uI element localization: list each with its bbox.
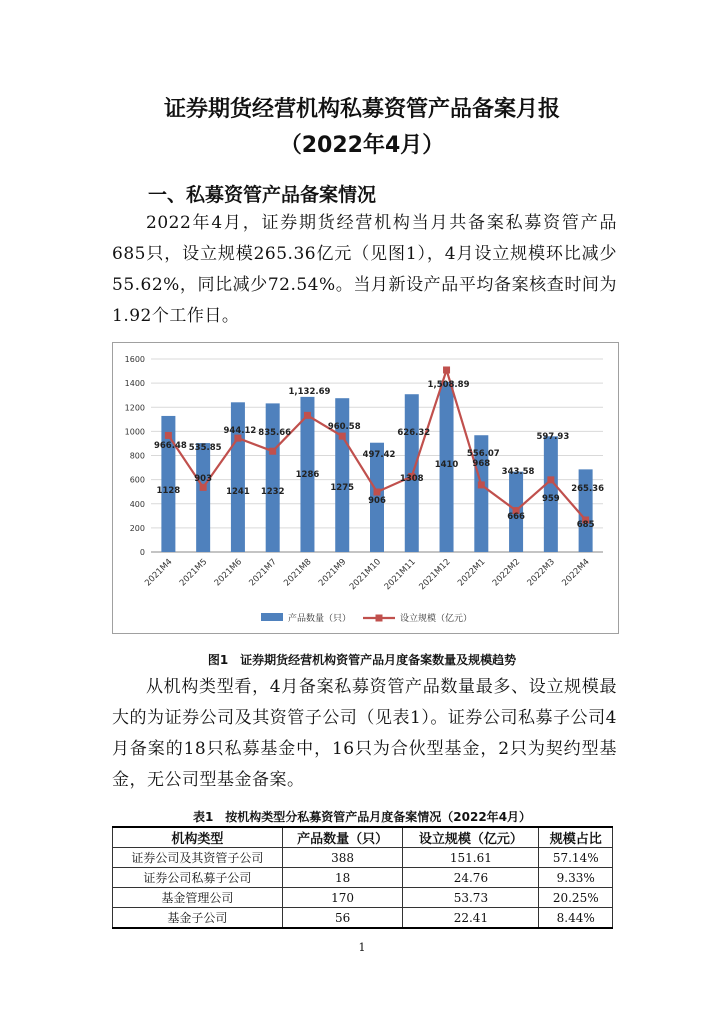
cell-share: 57.14% — [539, 848, 613, 868]
line-data-label: 944.12 — [223, 426, 257, 436]
table-caption: 表1 按机构类型分私募资管产品月度备案情况（2022年4月） — [192, 810, 532, 824]
figure-caption: 图1 证券期货经营机构资管产品月度备案数量及规模趋势 — [207, 653, 517, 667]
bar-data-label: 906 — [368, 496, 386, 506]
monthly-filing-chart — [113, 343, 618, 633]
line-point-scale — [269, 448, 276, 455]
line-data-label: 556.07 — [466, 449, 500, 459]
cell-share: 8.44% — [539, 908, 613, 929]
bar-product-count — [266, 403, 280, 552]
line-data-label: 535.85 — [188, 443, 222, 453]
bar-data-label: 1286 — [295, 470, 320, 480]
cell-share: 20.25% — [539, 888, 613, 908]
line-data-label: 960.58 — [327, 422, 361, 432]
legend-swatch-bar — [261, 613, 283, 621]
chart-frame — [112, 342, 619, 634]
paragraph-1: 2022年4月，证券期货经营机构当月共备案私募资管产品685只，设立规模265.36亿元（见图1），4月设立规模环比减少55.62%，同比减少72.54%。当月新设产品平均备案核查时间为1.92个工作日。 — [112, 213, 617, 326]
x-tick-label: 2021M5 — [177, 557, 210, 589]
bar-data-label: 1410 — [434, 460, 459, 470]
line-data-label: 1,132.69 — [288, 387, 331, 397]
line-point-scale — [374, 488, 381, 495]
line-data-label: 966.48 — [153, 441, 187, 451]
paragraph-2: 从机构类型看，4月备案私募资管产品数量最多、设立规模最大的为证券公司及其资管子公司（见表1）。证券公司私募子公司4月备案的18只私募基金中，16只为合伙型基金，2只为契约型基金，无公司型基金备案。 — [112, 677, 617, 790]
line-point-scale — [304, 412, 311, 419]
header-institution-type: 机构类型 — [113, 827, 283, 848]
doc-title-line2: （2022年4月） — [279, 133, 445, 158]
x-tick-label: 2021M4 — [143, 557, 175, 589]
header-scale: 设立规模（亿元） — [403, 827, 539, 848]
y-tick-label: 800 — [129, 451, 145, 461]
x-tick-label: 2022M3 — [525, 557, 557, 589]
bar-data-label: 685 — [576, 520, 595, 530]
x-tick-label: 2021M7 — [247, 557, 279, 589]
y-tick-label: 1000 — [124, 427, 145, 437]
line-data-label: 343.58 — [501, 467, 535, 477]
x-tick-label: 2021M9 — [316, 557, 349, 589]
table-row — [113, 848, 613, 868]
cell-institution-type: 基金管理公司 — [113, 888, 283, 908]
bar-data-label: 1275 — [330, 483, 355, 493]
cell-institution-type: 证券公司私募子公司 — [113, 868, 283, 888]
bar-data-label: 968 — [472, 459, 491, 469]
y-tick-label: 1400 — [124, 379, 145, 389]
cell-share: 9.33% — [539, 868, 613, 888]
y-tick-label: 400 — [129, 499, 145, 509]
line-point-scale — [200, 484, 207, 491]
line-point-scale — [478, 481, 485, 488]
legend-label-bar: 产品数量（只） — [288, 614, 352, 624]
cell-scale: 22.41 — [403, 908, 539, 929]
x-tick-label: 2021M12 — [417, 557, 453, 593]
y-tick-label: 1200 — [124, 403, 145, 413]
x-tick-label: 2022M1 — [456, 557, 488, 589]
line-data-label: 265.36 — [571, 484, 605, 494]
line-data-label: 835.66 — [258, 428, 292, 438]
section-heading: 一、私募资管产品备案情况 — [148, 184, 377, 206]
bar-data-label: 959 — [541, 494, 560, 504]
table-header-row — [113, 827, 613, 848]
line-data-label: 626.32 — [397, 428, 431, 438]
x-tick-label: 2022M4 — [560, 557, 592, 589]
header-share: 规模占比 — [539, 827, 613, 848]
line-data-label: 1,508.89 — [427, 380, 470, 390]
line-point-scale — [339, 433, 346, 440]
header-product-count: 产品数量（只） — [282, 827, 402, 848]
y-tick-label: 600 — [129, 475, 145, 485]
page-number: 1 — [358, 941, 366, 954]
cell-product-count: 56 — [282, 908, 402, 929]
line-data-label: 597.93 — [536, 432, 570, 442]
bar-data-label: 1232 — [260, 487, 285, 497]
cell-product-count: 170 — [282, 888, 402, 908]
y-tick-label: 1600 — [124, 355, 145, 364]
y-tick-label: 0 — [139, 548, 145, 557]
line-point-scale — [547, 476, 554, 483]
cell-scale: 151.61 — [403, 848, 539, 868]
table-row — [113, 868, 613, 888]
cell-product-count: 18 — [282, 868, 402, 888]
y-tick-label: 200 — [129, 523, 145, 533]
bar-data-label: 1241 — [226, 487, 250, 497]
x-tick-label: 2021M11 — [382, 557, 418, 593]
table-row — [113, 908, 613, 929]
doc-title-line1: 证券期货经营机构私募资管产品备案月报 — [163, 97, 560, 122]
legend-marker-line — [376, 615, 383, 622]
line-point-scale — [165, 432, 172, 439]
bar-product-count — [231, 402, 245, 552]
cell-scale: 53.73 — [403, 888, 539, 908]
bar-data-label: 1308 — [399, 474, 424, 484]
x-tick-label: 2021M6 — [212, 557, 245, 589]
line-data-label: 497.42 — [362, 450, 396, 460]
cell-institution-type: 基金子公司 — [113, 908, 283, 929]
legend-label-line: 设立规模（亿元） — [400, 614, 473, 624]
x-tick-label: 2021M8 — [282, 557, 314, 589]
bar-data-label: 903 — [194, 474, 213, 484]
institution-type-table — [112, 826, 613, 929]
x-tick-label: 2021M10 — [347, 557, 384, 593]
table-row — [113, 888, 613, 908]
cell-scale: 24.76 — [403, 868, 539, 888]
line-point-scale — [443, 366, 450, 373]
bar-data-label: 1128 — [156, 486, 181, 496]
cell-product-count: 388 — [282, 848, 402, 868]
bar-data-label: 666 — [507, 512, 525, 522]
x-tick-label: 2022M2 — [490, 557, 523, 589]
cell-institution-type: 证券公司及其资管子公司 — [113, 848, 283, 868]
